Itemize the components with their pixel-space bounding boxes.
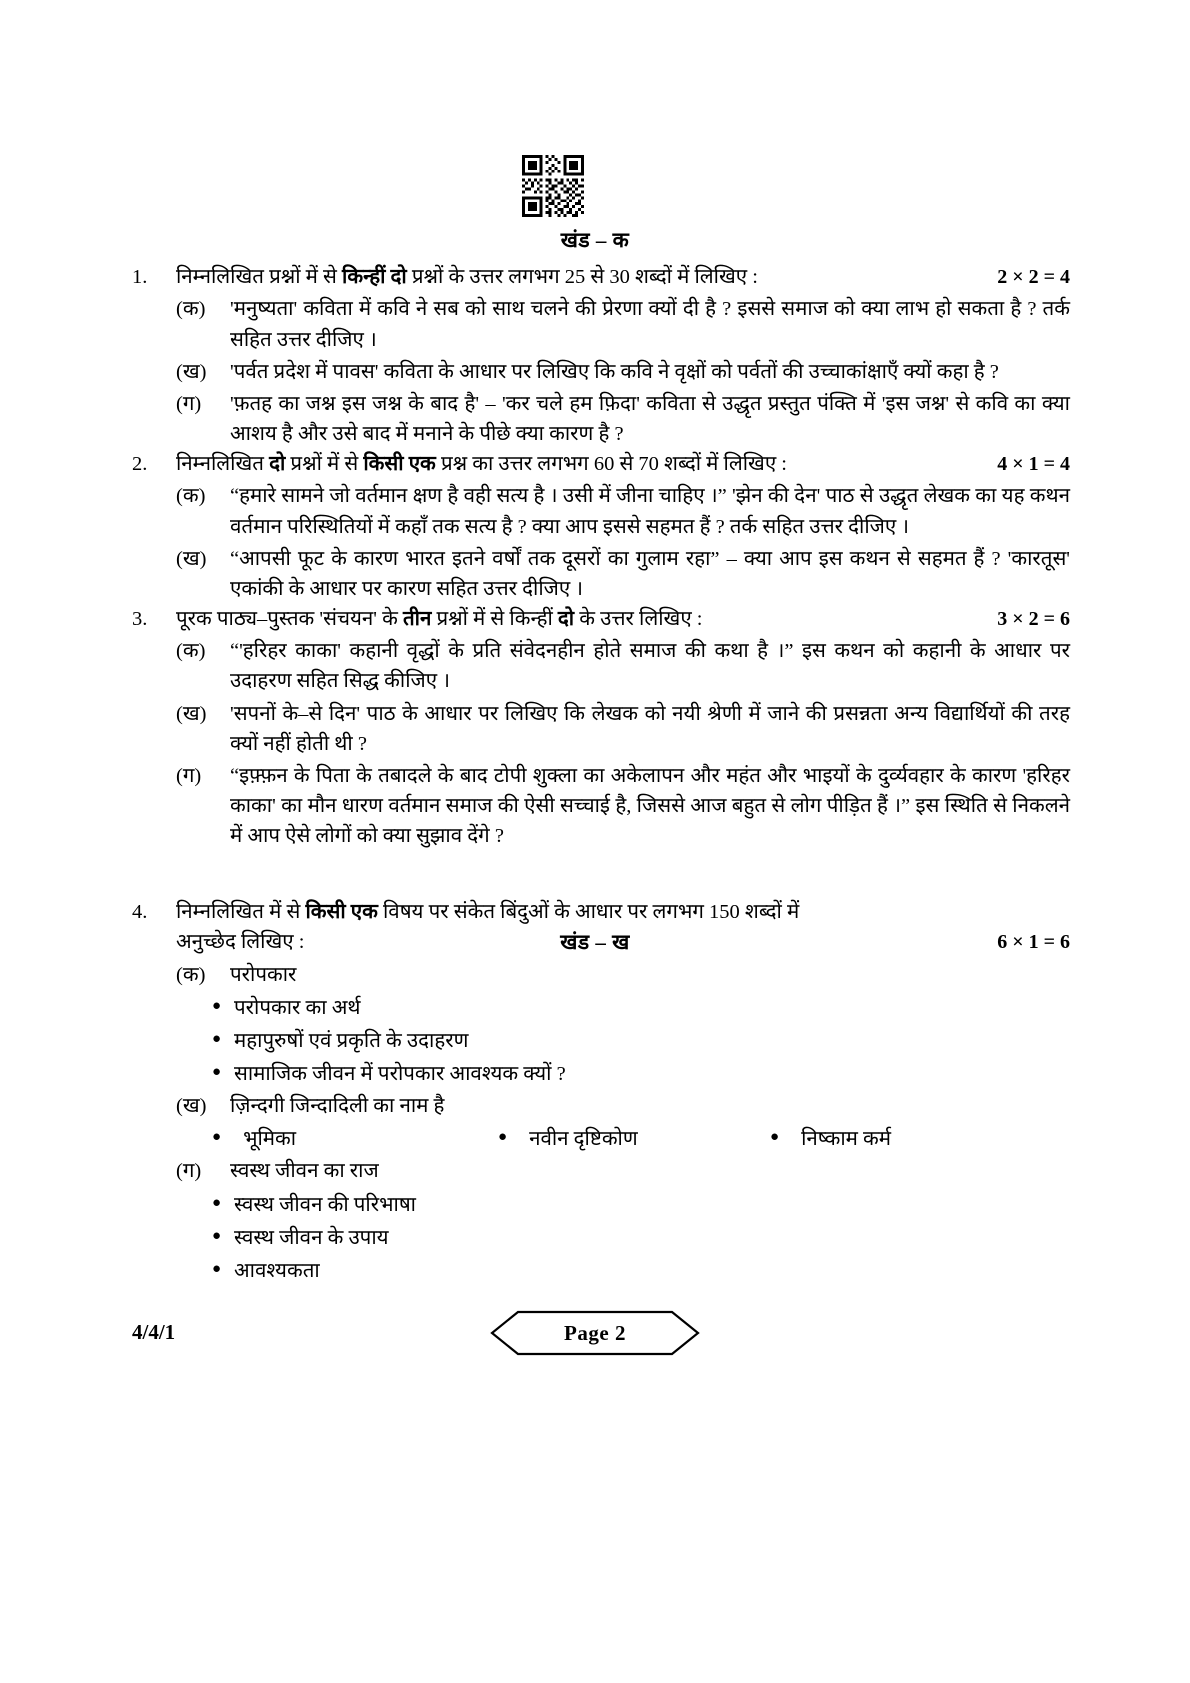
question-4-stem <box>176 897 1070 927</box>
qr-code <box>522 155 584 217</box>
question-1 <box>132 262 1070 449</box>
question-1-marks: 2 × 2 = 4 <box>997 266 1070 288</box>
bullet-label: महापुरुषों एवं प्रकृति के उदाहरण <box>234 1029 469 1052</box>
bullet-label: निष्काम कर्म <box>801 1128 892 1151</box>
part-text: “इफ़्फ़न के पिता के तबादले के बाद टोपी शुक्ला का अकेलापन और महंत और भाइयों के दुर्व्यवहार के कारण 'हरिहर काका' का मौन धारण वर्तमान समाज की ऐसी सच्चाई है, जिससे आज बहुत से लोग पीड़ित हैं ।” इस स्थिति से निकलने में आप ऐसे लोगों को क्या सुझाव देंगे ? <box>230 764 1070 848</box>
question-2-number: 2. <box>132 453 148 476</box>
question-2-stem-bold2: किसी एक <box>363 453 436 476</box>
bullet-icon: ● <box>770 1129 780 1146</box>
question-3-stem-bold2: दो <box>557 607 575 630</box>
question-1-stem-pre: निम्नलिखित प्रश्नों में से <box>176 266 343 288</box>
question-3-stem-pre: पूरक पाठ्य–पुस्तक 'संचयन' के <box>176 607 403 630</box>
question-1-part-ga <box>176 389 1070 449</box>
question-3-stem-mid: प्रश्नों में से किन्हीं <box>431 607 558 630</box>
part-text: “'हरिहर काका' कहानी वृद्धों के प्रति संवेदनहीन होते समाज की कथा है ।” इस कथन को कहानी के आधार पर उदाहरण सहित सिद्ध कीजिए । <box>230 640 1070 693</box>
part-title: स्वस्थ जीवन का राज <box>230 1160 379 1183</box>
question-4-ka-bullets <box>176 993 1070 1089</box>
question-2-stem-post: प्रश्न का उत्तर लगभग 60 से 70 शब्दों में लिखिए : <box>435 453 787 476</box>
bullet-label: सामाजिक जीवन में परोपकार आवश्यक क्यों ? <box>234 1063 566 1086</box>
question-3 <box>132 604 1070 851</box>
part-text: “हमारे सामने जो वर्तमान क्षण है वही सत्य है । उसी में जीना चाहिए ।” 'झेन की देन' पाठ से उद्धृत लेखक का यह कथन वर्तमान परिस्थितियों में कहाँ तक सत्य है ? क्या आप इससे सहमत हैं ? तर्क सहित उत्तर दीजिए । <box>230 485 1070 538</box>
part-text: 'पर्वत प्रदेश में पावस' कविता के आधार पर लिखिए कि कवि ने वृक्षों को पर्वतों की उच्चाकांक्षाएँ क्यों कहा है ? <box>230 360 999 383</box>
question-4-stem-bold: किसी एक <box>305 901 378 924</box>
page-number-label: Page 2 <box>564 1320 626 1345</box>
bullet-icon: ● <box>212 1064 222 1081</box>
question-2-stem <box>176 449 1070 479</box>
question-4-stem-post: विषय पर संकेत बिंदुओं के आधार पर लगभग 150 शब्दों में <box>377 901 800 924</box>
part-label: (ख) <box>176 547 207 570</box>
part-label: (ख) <box>176 702 207 725</box>
question-2-stem-mid: प्रश्नों में से <box>285 453 364 476</box>
question-2-marks: 4 × 1 = 4 <box>997 453 1070 476</box>
question-1-number: 1. <box>132 266 148 288</box>
part-text: 'सपनों के–से दिन' पाठ के आधार पर लिखिए कि लेखक को नयी श्रेणी में जाने की प्रसन्नता अन्य विद्यार्थियों की तरह क्यों नहीं होती थी ? <box>230 702 1070 755</box>
bullet-icon: ● <box>212 1129 222 1146</box>
list-item <box>176 1124 462 1154</box>
list-item <box>176 993 1070 1023</box>
question-4-part-kha <box>176 1091 1070 1121</box>
part-label: (क) <box>176 963 206 986</box>
question-3-marks: 3 × 2 = 6 <box>997 607 1070 630</box>
questions-container <box>132 262 1070 1286</box>
bullet-label: भूमिका <box>243 1128 297 1151</box>
question-3-stem-bold: तीन <box>402 607 432 630</box>
question-3-part-ga <box>176 761 1070 851</box>
list-item <box>176 1256 1070 1286</box>
question-4-stem-pre: निम्नलिखित में से <box>176 901 306 924</box>
section-gap <box>132 851 1070 897</box>
list-item <box>176 1190 1070 1220</box>
question-3-part-kha <box>176 699 1070 759</box>
part-title: ज़िन्दगी जिन्दादिली का नाम है <box>230 1095 445 1118</box>
bullet-icon: ● <box>212 1194 222 1211</box>
part-text: “आपसी फूट के कारण भारत इतने वर्षों तक दूसरों का गुलाम रहा” – क्या आप इस कथन से सहमत हैं ? 'कारतूस' एकांकी के आधार पर कारण सहित उत्तर दीजिए । <box>230 547 1070 600</box>
question-3-stem <box>176 604 1070 634</box>
part-label: (क) <box>176 640 206 663</box>
question-3-number: 3. <box>132 607 148 630</box>
list-item <box>462 1124 734 1154</box>
part-text: 'मनुष्यता' कविता में कवि ने सब को साथ चलने की प्रेरणा क्यों दी है ? इससे समाज को क्या लाभ हो सकता है ? तर्क सहित उत्तर दीजिए । <box>230 298 1070 351</box>
part-label: (ख) <box>176 1095 207 1118</box>
part-label: (क) <box>176 485 206 508</box>
question-2-part-ka <box>176 481 1070 541</box>
question-1-part-ka <box>176 294 1070 354</box>
section-a-heading: खंड – क <box>560 228 630 252</box>
bullet-label: नवीन दृष्टिकोण <box>529 1128 638 1151</box>
question-2-part-kha <box>176 544 1070 604</box>
bullet-label: स्वस्थ जीवन की परिभाषा <box>234 1193 416 1216</box>
part-label: (ग) <box>176 392 202 415</box>
question-4-marks: 6 × 1 = 6 <box>997 931 1070 954</box>
question-4-number: 4. <box>132 901 148 924</box>
part-label: (ख) <box>176 360 207 383</box>
question-4-ga-bullets <box>176 1190 1070 1286</box>
question-4-stem-line2: अनुच्छेद लिखिए : <box>176 931 305 954</box>
bullet-icon: ● <box>212 1260 222 1277</box>
list-item <box>734 1124 891 1154</box>
bullet-icon: ● <box>212 997 222 1014</box>
part-text: 'फ़तह का जश्न इस जश्न के बाद है' – 'कर चले हम फ़िदा' कविता से उद्धृत प्रस्तुत पंक्ति में 'इस जश्न' से कवि का क्या आशय है और उसे बाद में मनाने के पीछे क्या कारण है ? <box>230 392 1070 445</box>
question-1-part-kha <box>176 357 1070 387</box>
section-b-heading: खंड – ख <box>560 930 630 954</box>
part-label: (ग) <box>176 1160 202 1183</box>
paper-code: 4/4/1 <box>132 1320 176 1344</box>
bullet-label: परोपकार का अर्थ <box>234 996 361 1019</box>
part-label: (क) <box>176 298 206 321</box>
question-3-part-ka <box>176 636 1070 696</box>
bullet-icon: ● <box>498 1129 508 1146</box>
question-2-stem-bold: दो <box>269 453 286 476</box>
page-number-badge <box>490 1310 700 1356</box>
bullet-icon: ● <box>212 1030 222 1047</box>
question-2 <box>132 449 1070 604</box>
question-4-kha-bullets <box>176 1124 1070 1154</box>
question-1-stem-bold: किन्हीं दो <box>342 266 407 288</box>
question-3-stem-post: के उत्तर लिखिए : <box>574 607 703 630</box>
list-item <box>176 1026 1070 1056</box>
list-item <box>176 1223 1070 1253</box>
question-4-part-ka <box>176 960 1070 990</box>
part-title: परोपकार <box>230 963 297 986</box>
part-label: (ग) <box>176 764 202 787</box>
question-2-stem-pre: निम्नलिखित <box>176 453 270 476</box>
question-4-part-ga <box>176 1156 1070 1186</box>
list-item <box>176 1059 1070 1089</box>
bullet-icon: ● <box>212 1227 222 1244</box>
bullet-label: आवश्यकता <box>234 1259 320 1282</box>
bullet-label: स्वस्थ जीवन के उपाय <box>234 1226 389 1249</box>
question-1-stem <box>176 262 1070 292</box>
qr-code-icon <box>522 155 584 217</box>
question-1-stem-post: प्रश्नों के उत्तर लगभग 25 से 30 शब्दों में लिखिए : <box>406 266 758 288</box>
